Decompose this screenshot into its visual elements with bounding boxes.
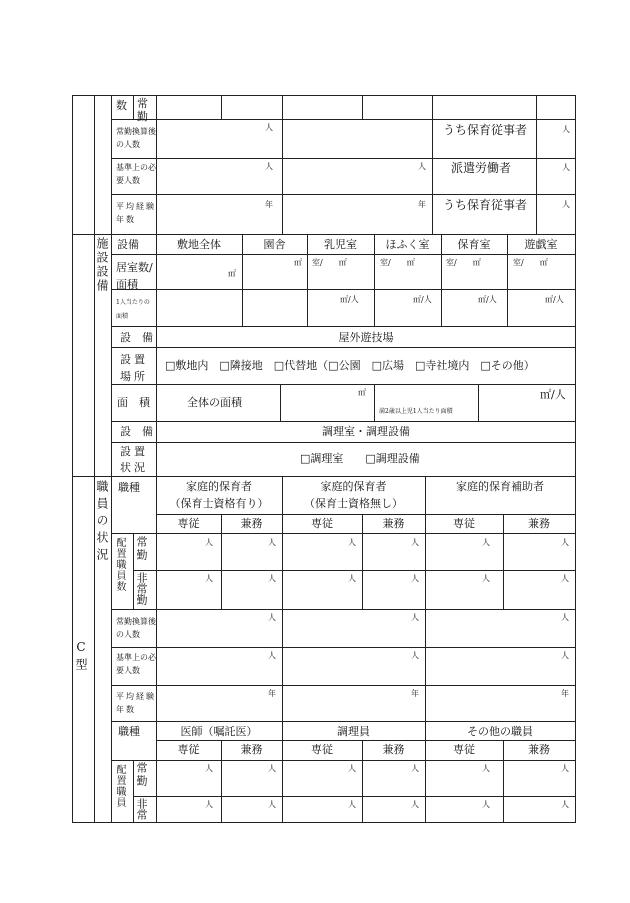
unit: 人 (482, 538, 490, 547)
unit: 人 (411, 651, 419, 660)
unit: 人 (205, 574, 213, 583)
unit: 人 (265, 123, 273, 132)
sub-header: 兼務 (528, 743, 550, 756)
unit: 人 (411, 613, 419, 622)
unit: 人 (562, 163, 570, 172)
childcare-staff-label: うち保育従事者 (443, 198, 528, 212)
sub-header: 兼務 (240, 743, 263, 756)
kitchen-title: 調理室・調理設備 (322, 425, 410, 438)
unit: 人 (268, 613, 276, 622)
unit-room-sqm: 室/ ㎡ (513, 258, 548, 267)
sub-header: 専従 (311, 743, 333, 756)
unit: 人 (411, 574, 419, 583)
unit: 人 (482, 574, 490, 583)
room-count-label: 居室数/面積 (116, 261, 153, 291)
dispatch-worker-label: 派遣労働者 (451, 161, 512, 175)
outdoor-equipment-label: 設 備 (120, 331, 153, 344)
unit: 人 (411, 538, 419, 547)
avg-experience-label: 平均経験年数 (116, 692, 156, 714)
unit-room-sqm: 室/ ㎡ (380, 258, 415, 267)
unit: 人 (418, 162, 426, 171)
unit: 人 (411, 800, 419, 809)
kitchen-equipment-label: 設 備 (120, 425, 153, 438)
unit: 人 (268, 764, 276, 773)
unit: 人 (561, 574, 569, 583)
unit: 人 (205, 538, 213, 547)
facility-header-label: 設備 (117, 238, 139, 251)
col-building: 園舎 (263, 238, 286, 251)
unit: 人 (268, 651, 276, 660)
avg-experience-label: 平均経験年数 (116, 202, 156, 224)
sub-header: 兼務 (240, 517, 263, 530)
unit-sqm-per: ㎡/人 (413, 295, 432, 304)
unit-sqm-per: ㎡/人 (340, 295, 359, 304)
unit: 年 (418, 200, 426, 209)
kind-label: 職種 (118, 481, 140, 494)
col-playroom: 遊戯室 (524, 238, 558, 251)
group1-line1: 家庭的保育者 (186, 480, 252, 493)
unit-room-sqm: 室/ ㎡ (446, 258, 481, 267)
unit: 人 (562, 200, 570, 209)
count-label: 数 (116, 99, 127, 112)
col-nursery-room: 保育室 (457, 238, 491, 251)
unit: 人 (348, 574, 356, 583)
sub-header: 専従 (453, 517, 475, 530)
unit: 年 (561, 689, 569, 698)
unit: 人 (348, 800, 356, 809)
unit: 人 (268, 538, 276, 547)
kitchen-options: □調理室 □調理設備 (300, 452, 420, 465)
placed-staff-label: 配置職員数 (114, 537, 125, 592)
unit: 年 (268, 689, 276, 698)
group-other: その他の職員 (467, 725, 533, 738)
placed-staff-label: 配置職員 (114, 764, 125, 808)
sub-header: 兼務 (528, 517, 550, 530)
staff-status-label: 職員の状況 (95, 480, 109, 565)
col-crawling-room: ほふく室 (385, 238, 430, 251)
unit-room-sqm: 室/ ㎡ (312, 258, 347, 267)
unit-sqm: ㎡ (358, 388, 366, 397)
unit: 人 (348, 764, 356, 773)
area-per-child-label: 満2歳以上児1人当たり面積 (379, 408, 453, 415)
unit: 人 (205, 800, 213, 809)
parttime-label: 非常 (135, 798, 148, 820)
unit: 年 (411, 689, 419, 698)
unit: 人 (482, 764, 490, 773)
parttime-label: 非常勤 (135, 572, 148, 605)
converted-count-label: 常勤換算後の人数 (116, 127, 156, 149)
converted-count-label: 常勤換算後の人数 (116, 617, 156, 639)
unit: 人 (562, 125, 570, 134)
fulltime-label: 常勤 (135, 762, 148, 788)
group-cook: 調理員 (337, 725, 370, 738)
sub-header: 専従 (453, 743, 475, 756)
unit: 年 (265, 200, 273, 209)
sub-header: 兼務 (382, 743, 405, 756)
group1-line2: （保育士資格有り） (169, 497, 269, 510)
unit: 人 (561, 800, 569, 809)
per-child-area-label: 1人当たりの面積 (116, 299, 150, 320)
area-label: 面 積 (117, 396, 150, 409)
unit: 人 (265, 162, 273, 171)
unit: 人 (268, 800, 276, 809)
kind-label: 職種 (118, 725, 140, 738)
unit: 人 (348, 538, 356, 547)
childcare-staff-label: うち保育従事者 (443, 123, 528, 137)
group2-line2: （保育士資格無し） (304, 497, 403, 510)
unit: 人 (268, 574, 276, 583)
unit: 人 (205, 764, 213, 773)
total-area-label: 全体の面積 (187, 396, 242, 409)
kitchen-status-label: 設置状況 (120, 445, 148, 474)
unit: 人 (561, 538, 569, 547)
unit-sqm: ㎡ (294, 258, 302, 267)
unit-sqm-per: ㎡/人 (545, 295, 564, 304)
type-c-label: C型 (74, 640, 88, 674)
unit: 人 (561, 613, 569, 622)
fulltime-label: 常 勤 (137, 97, 148, 123)
sub-header: 専従 (311, 517, 333, 530)
group2-line1: 家庭的保育者 (320, 480, 387, 493)
facility-section-label: 施設設備 (95, 237, 109, 293)
sub-header: 兼務 (382, 517, 405, 530)
place-label: 設置場所 (120, 353, 148, 383)
unit: 人 (561, 651, 569, 660)
required-count-label: 基準上の必要人数 (116, 653, 156, 675)
col-site: 敷地全体 (177, 238, 221, 251)
unit: 人 (561, 764, 569, 773)
fulltime-label: 常勤 (135, 536, 148, 562)
required-count-label: 基準上の必要人数 (116, 163, 156, 185)
sub-header: 専従 (177, 743, 200, 756)
unit-sqm-per: ㎡/人 (478, 295, 497, 304)
place-options: □敷地内 □隣接地 □代替地（□公園 □広場 □寺社境内 □その他） (165, 359, 535, 372)
unit-sqm-per: ㎡/人 (540, 388, 566, 401)
sub-header: 専従 (177, 517, 200, 530)
unit: 人 (411, 764, 419, 773)
col-infant-room: 乳児室 (324, 238, 357, 251)
group-doctor: 医師（嘱託医） (180, 725, 258, 738)
unit-sqm: ㎡ (228, 269, 236, 278)
group3-line1: 家庭的保育補助者 (456, 480, 544, 493)
unit: 人 (482, 800, 490, 809)
outdoor-playground-title: 屋外遊技場 (338, 331, 394, 344)
